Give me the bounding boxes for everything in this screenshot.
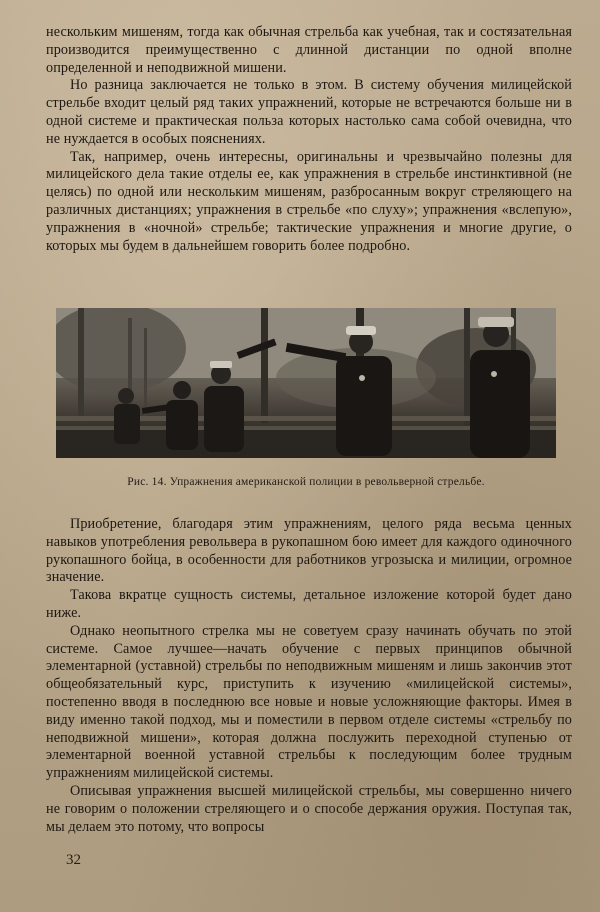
top-text-block (46, 24, 572, 255)
paragraph-describing: Описывая упражнения высшей милицейской стрельбы, мы совершенно ничего не говорим о положении стреляющего и о способе держания оружия. Поступая так, мы делаем это потому, что вопросы (46, 782, 572, 835)
paragraph-continuation: нескольким мишеням, тогда как обычная стрельба как учебная, так и состязательная производится преимущественно с длинной дистанции по одной вполне определенной и неподвижной мишени. (46, 24, 572, 76)
police-shooting-photo (56, 308, 556, 458)
paragraph-examples: Так, например, очень интересны, оригинальны и чрезвычайно полезны для милицейского дела такие отделы ее, как упражнения в стрельбе инстинктивной (не целясь) по одной или нескольким мишеням, разбросанным вокруг стреляющего на различных дистанциях; упражнения в стрельбе «по слуху»; упражнения «вслепую», упражнения в «ночной» стрельбе; тактические упражнения и многие другие, о которых мы будем в дальнейшем говорить более подробно. (46, 148, 572, 254)
paragraph-difference: Но разница заключается не только в этом. В систему обучения милицейской стрельбе входит целый ряд таких упражнений, которые не встречаются больше ни в одной системе и практическая польза которых настолько сама собой очевидна, что не нуждается в особых пояснениях. (46, 77, 572, 147)
page-number: 32 (66, 852, 81, 868)
photo-illustration (56, 308, 556, 458)
paragraph-advice: Однако неопытного стрелка мы не советуем сразу начинать обучать по этой системе. Самое лучшее—начать обучение с первых принципов обычной элементарной (уставной) стрельбы по неподвижным мишеням и лишь закончив этот общеобязательный курс, приступить к изучению «милицейской системы», постепенно вводя в последнюю все новые и новые усложняющие факторы. Имея в виду именно такой подход, мы и поместили в первом отделе системы «стрельбу по неподвижной мишени», которая должна послужить переходной ступенью от элементарной военной уставной стрельбы к последующим более трудным упражнениям милицейской системы. (46, 622, 572, 782)
bottom-text-block (46, 516, 572, 836)
paragraph-essence: Такова вкратце сущность системы, детальное изложение которой будет дано ниже. (46, 587, 572, 621)
paragraph-acquisition: Приобретение, благодаря этим упражнениям, целого ряда весьма ценных навыков употребления револьвера в рукопашном бою имеет для каждого одиночного рукопашного бойца, в особенности для работников угрозыска и милиции, огромное значение. (46, 516, 572, 586)
figure-caption: Рис. 14. Упражнения американской полиции в револьверной стрельбе. (127, 476, 485, 488)
